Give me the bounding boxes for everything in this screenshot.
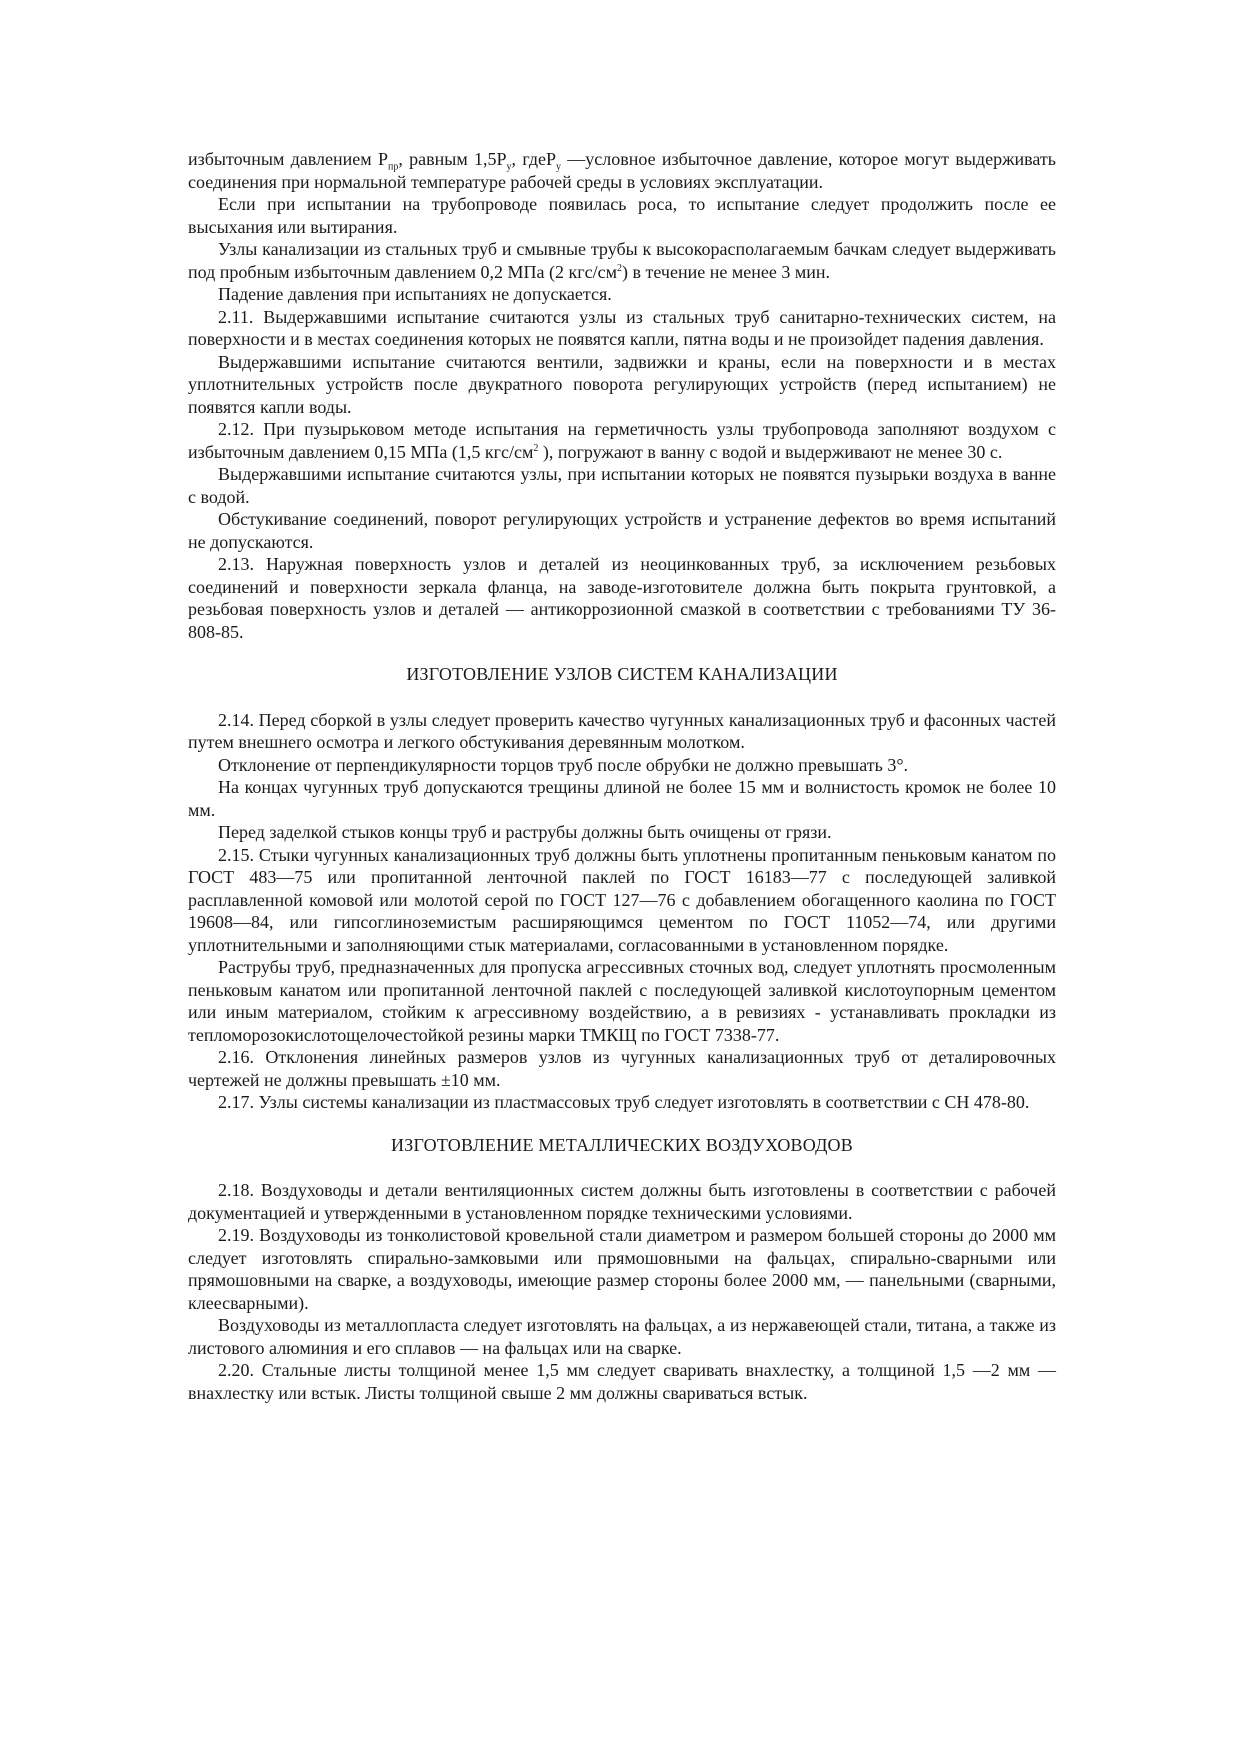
text-run: 2.12. При пузырьковом методе испытания на герметичность узлы трубопровода заполняют воздухом с избыточным давлением 0,15 МПа (1,5 кгс/см <box>188 419 1056 462</box>
text-run: Воздуховоды из металлопласта следует изготовлять на фальцах, а из нержавеющей стали, титана, а также из листового алюминия и его сплавов — на фальцах или на сварке. <box>188 1315 1056 1358</box>
text-run: Узлы канализации из стальных труб и смывные трубы к высокорасполагаемым бачкам следует выдерживать под пробным избыточным давлением 0,2 МПа (2 кгс/см <box>188 239 1056 282</box>
text-run: 2.17. Узлы системы канализации из пластмассовых труб следует изготовлять в соответствии с СН 478-80. <box>218 1092 1030 1112</box>
superscript: 2 <box>617 262 623 274</box>
paragraph <box>188 463 1056 508</box>
text-run: 2.18. Воздуховоды и детали вентиляционных систем должны быть изготовлены в соответствии с рабочей документацией и утвержденными в установленном порядке техническими условиями. <box>188 1180 1056 1223</box>
paragraph <box>188 754 1056 777</box>
paragraph <box>188 418 1056 463</box>
paragraph <box>188 1224 1056 1314</box>
paragraph <box>188 821 1056 844</box>
paragraph <box>188 1046 1056 1091</box>
paragraph <box>188 193 1056 238</box>
text-run: Обстукивание соединений, поворот регулирующих устройств и устранение дефектов во время испытаний не допускаются. <box>188 509 1056 552</box>
text-run: Если при испытании на трубопроводе появилась роса, то испытание следует продолжить после ее высыхания или вытирания. <box>188 194 1056 237</box>
paragraph <box>188 553 1056 643</box>
paragraph <box>188 283 1056 306</box>
text-run: Выдержавшими испытание считаются узлы, при испытании которых не появятся пузырьки воздуха в ванне с водой. <box>188 464 1056 507</box>
text-run: Падение давления при испытаниях не допускается. <box>218 284 612 304</box>
paragraph <box>188 508 1056 553</box>
text-run: Раструбы труб, предназначенных для пропуска агрессивных сточных вод, следует уплотнять просмоленным пеньковым канатом или пропитанной ленточной паклей с последующей заливкой кислотоупорным цементом или иным материалом, стойким к агрессивному воздействию, а в ревизиях - устанавливать прокладки из тепломорозокислотощелочестойкой резины марки ТМКЩ по ГОСТ 7338-77. <box>188 957 1056 1045</box>
text-run: , равным 1,5Р <box>398 149 507 169</box>
text-run: Перед заделкой стыков концы труб и раструбы должны быть очищены от грязи. <box>218 822 832 842</box>
paragraph <box>188 956 1056 1046</box>
subscript: пр <box>387 161 399 173</box>
text-run: , гдеР <box>511 149 556 169</box>
paragraph <box>188 148 1056 193</box>
section-heading <box>188 1134 1056 1157</box>
text-run: ) в течение не менее 3 мин. <box>622 261 830 282</box>
text-run: 2.15. Стыки чугунных канализационных труб должны быть уплотнены пропитанным пеньковым канатом по ГОСТ 483—75 или пропитанной ленточной паклей по ГОСТ 16183—77 с последующей заливкой расплавленной комовой или молотой серой по ГОСТ 127—76 с добавлением обогащенного каолина по ГОСТ 19608—84, или гипсоглиноземистым расширяющимся цементом по ГОСТ 11052—74, или другими уплотнительными и заполняющими стык материалами, согласованными в установленном порядке. <box>188 844 1056 955</box>
superscript: 2 <box>533 442 539 454</box>
paragraph <box>188 776 1056 821</box>
document-page <box>188 148 1056 1404</box>
paragraph <box>188 238 1056 283</box>
text-run: ), погружают в ванну с водой и выдерживают не менее 30 с. <box>538 441 1003 462</box>
text-run: 2.14. Перед сборкой в узлы следует проверить качество чугунных канализационных труб и фасонных частей путем внешнего осмотра и легкого обстукивания деревянным молотком. <box>188 709 1056 752</box>
paragraph <box>188 709 1056 754</box>
paragraph <box>188 351 1056 419</box>
text-run: 2.16. Отклонения линейных размеров узлов из чугунных канализационных труб от деталировочных чертежей не должны превышать ±10 мм. <box>188 1047 1056 1090</box>
text-run: На концах чугунных труб допускаются трещины длиной не более 15 мм и волнистость кромок не более 10 мм. <box>188 777 1056 820</box>
text-run: Выдержавшими испытание считаются вентили, задвижки и краны, если на поверхности и в местах уплотнительных устройств после двукратного поворота регулирующих устройств (перед испытанием) не появятся капли воды. <box>188 351 1056 417</box>
paragraph <box>188 1179 1056 1224</box>
text-run: 2.11. Выдержавшими испытание считаются узлы из стальных труб санитарно-технических систем, на поверхности и в местах соединения которых не появятся капли, пятна воды и не произойдет падения давления. <box>188 306 1056 349</box>
paragraph <box>188 844 1056 957</box>
paragraph <box>188 1359 1056 1404</box>
paragraph <box>188 1091 1056 1114</box>
paragraph <box>188 1314 1056 1359</box>
text-run: Отклонение от перпендикулярности торцов труб после обрубки не должно превышать 3°. <box>218 754 909 775</box>
text-run: 2.13. Наружная поверхность узлов и деталей из неоцинкованных труб, за исключением резьбовых соединений и поверхности зеркала фланца, на заводе-изготовителе должна быть покрыта грунтовкой, а резьбовая поверхность узлов и деталей — антикоррозионной смазкой в соответствии с требованиями ТУ 36-808-85. <box>188 554 1056 642</box>
text-run: избыточным давлением Р <box>188 149 388 169</box>
text-run: ИЗГОТОВЛЕНИЕ УЗЛОВ СИСТЕМ КАНАЛИЗАЦИИ <box>406 664 838 684</box>
text-run: 2.19. Воздуховоды из тонколистовой кровельной стали диаметром и размером большей стороны до 2000 мм следует изготовлять спирально-замковыми или прямошовными на фальцах, спирально-сварными или прямошовными на сварке, а воздуховоды, имеющие размер стороны более 2000 мм, — панельными (сварными, клеесварными). <box>188 1225 1056 1313</box>
subscript: у <box>506 161 512 173</box>
paragraph <box>188 306 1056 351</box>
text-run: —условное избыточное давление, которое могут выдерживать соединения при нормальной температуре рабочей среды в условиях эксплуатации. <box>188 149 1057 192</box>
section-heading <box>188 663 1056 686</box>
subscript: у <box>556 161 561 173</box>
text-run: 2.20. Стальные листы толщиной менее 1,5 мм следует сваривать внахлестку, а толщиной 1,5 —2 мм — внахлестку или встык. Листы толщиной свыше 2 мм должны свариваться встык. <box>188 1360 1056 1403</box>
text-run: ИЗГОТОВЛЕНИЕ МЕТАЛЛИЧЕСКИХ ВОЗДУХОВОДОВ <box>391 1134 853 1155</box>
